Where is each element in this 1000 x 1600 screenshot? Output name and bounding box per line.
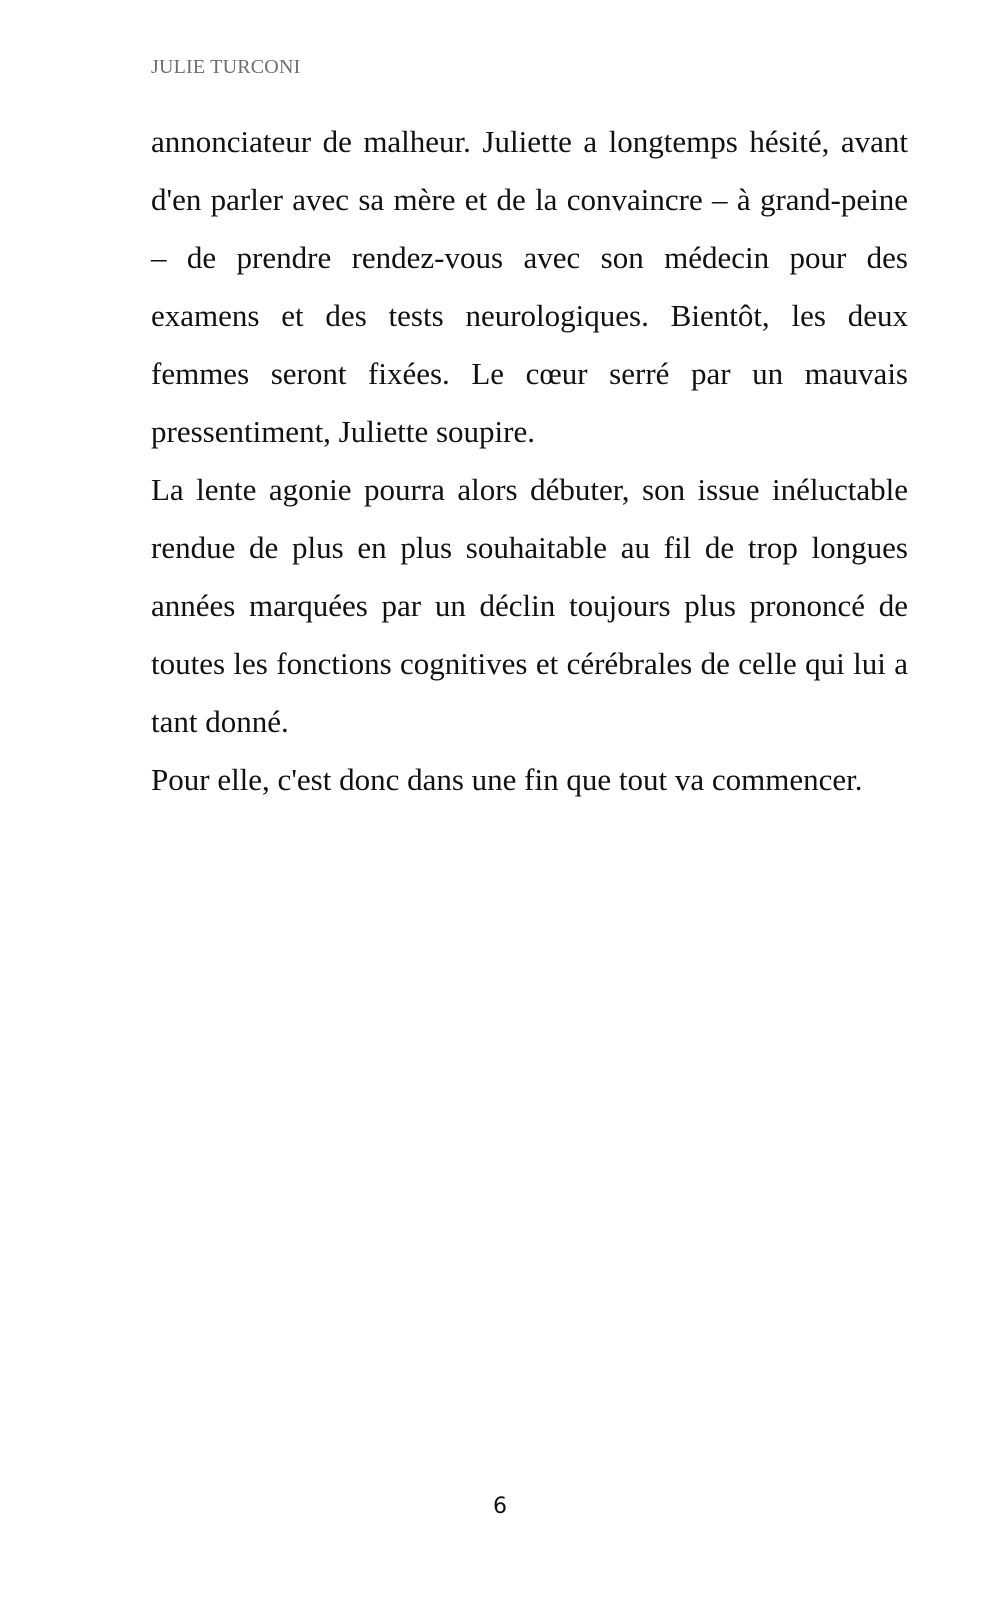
paragraph-1: annonciateur de malheur. Juliette a longtemps hésité, avant d'en parler avec sa mère et de la convaincre – à grand-peine – de prendre rendez-vous avec son médecin pour des examens et des tests neurologiques. Bientôt, les deux femmes seront fixées. Le cœur serré par un mauvais pressentiment, Juliette soupire. [151,124,908,449]
running-header-author: JULIE TURCONI [151,56,301,78]
paragraph-3: Pour elle, c'est donc dans une fin que tout va commencer. [151,762,863,797]
page-number: 6 [493,1494,507,1519]
body-text [151,113,908,809]
paragraph-2: La lente agonie pourra alors débuter, son issue inéluctable rendue de plus en plus souhaitable au fil de trop longues années marquées par un déclin toujours plus prononcé de toutes les fonctions cognitives et cérébrales de celle qui lui a tant donné. [151,472,908,739]
